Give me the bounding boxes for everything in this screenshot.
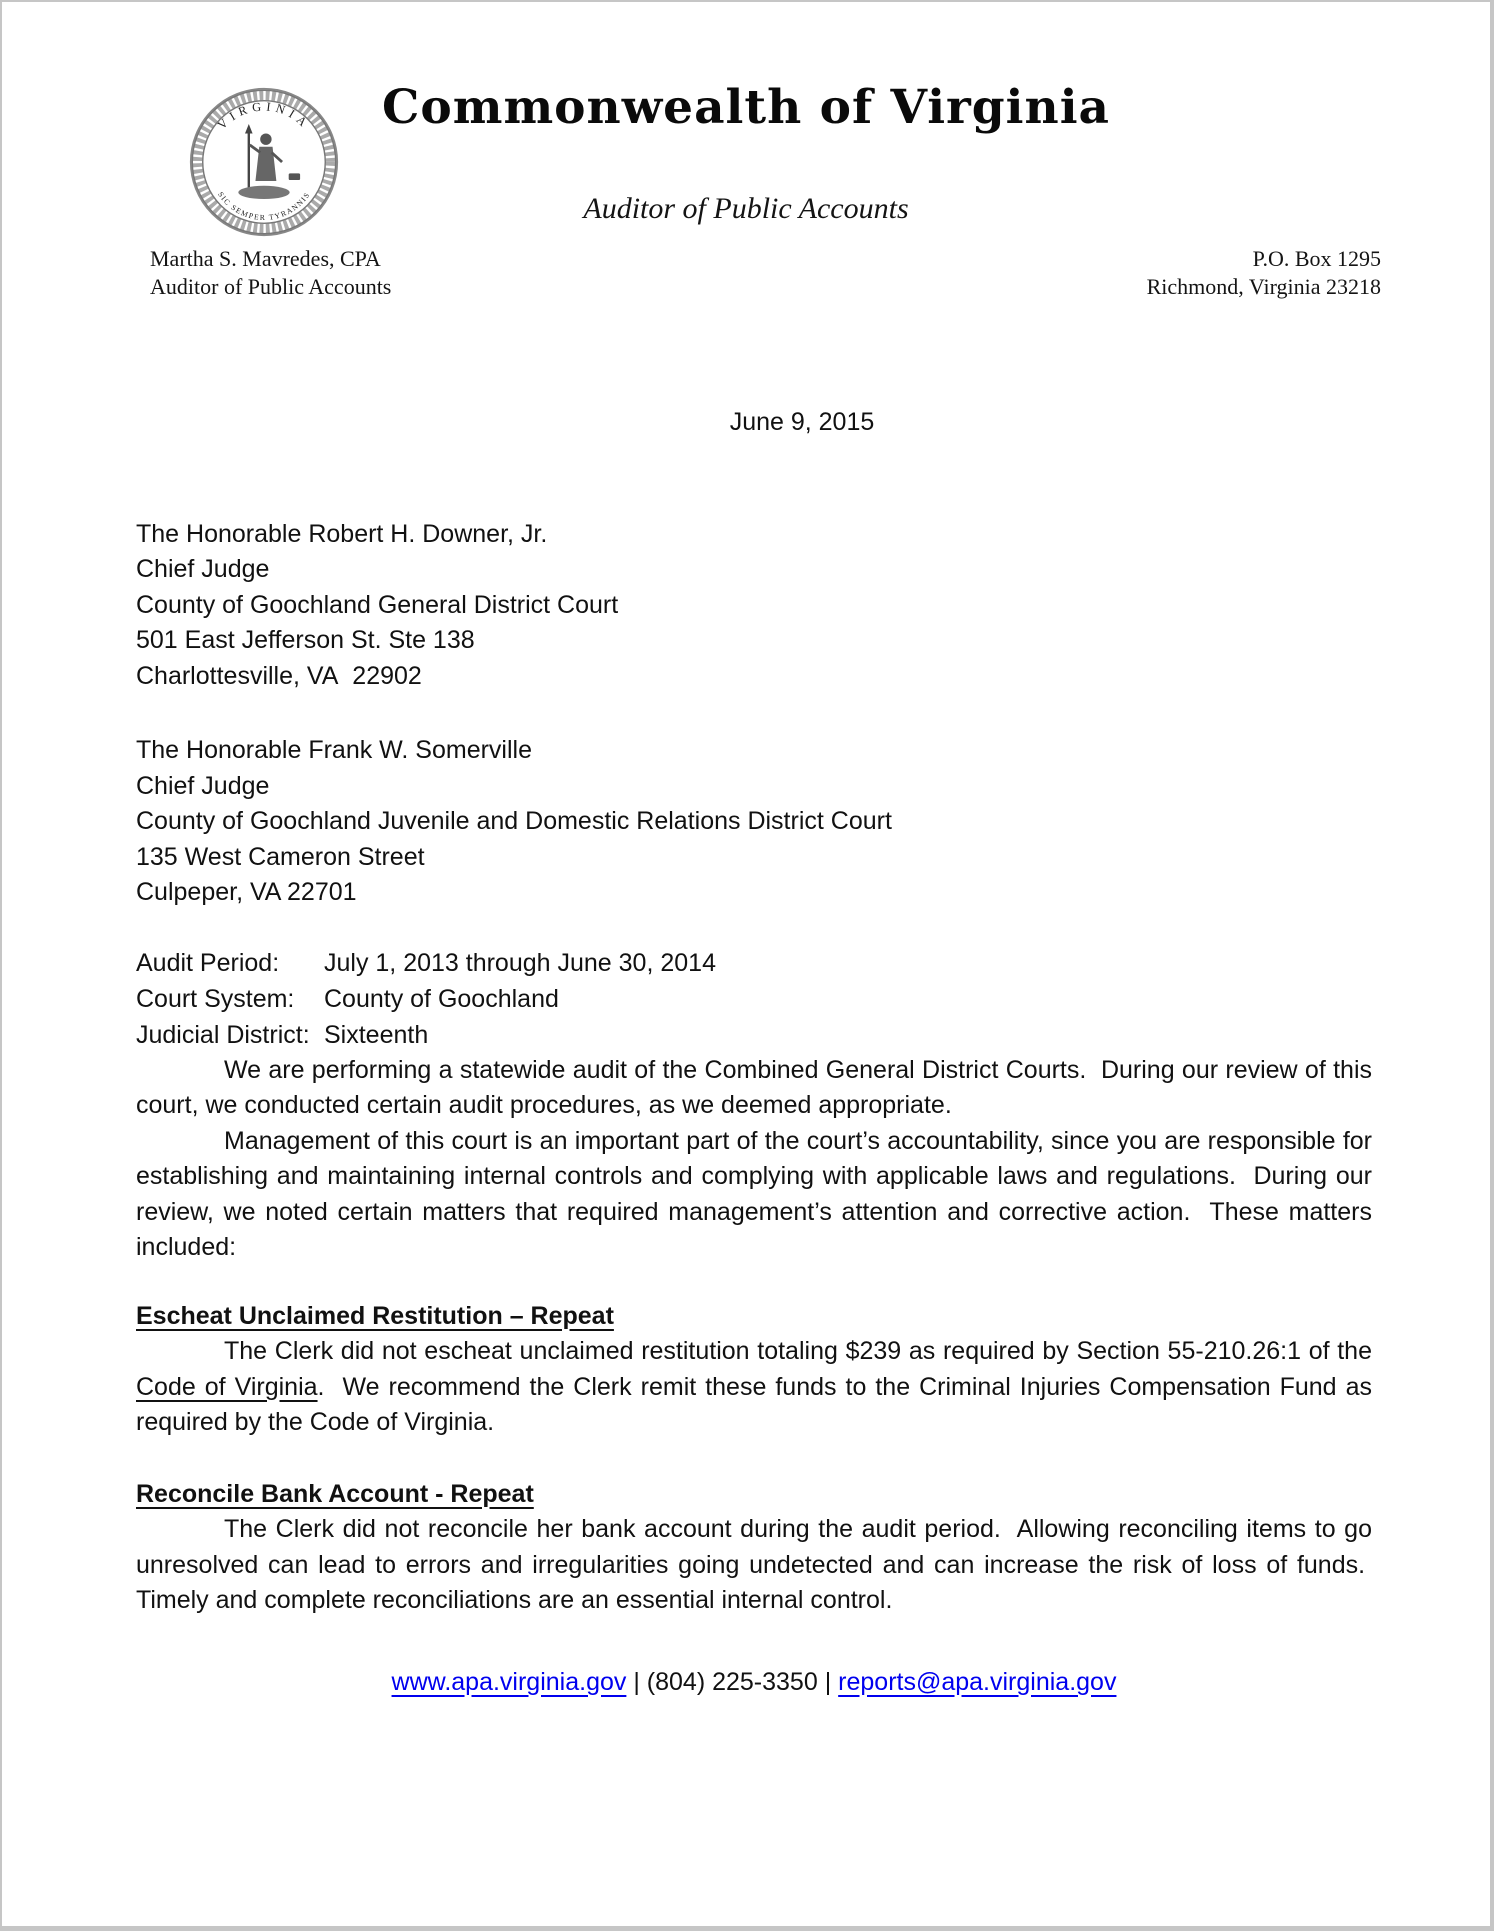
court-system-value: County of Goochland	[324, 984, 559, 1013]
recipient-court: County of Goochland General District Court	[136, 590, 619, 619]
finding-heading-escheat: Escheat Unclaimed Restitution – Repeat	[136, 1301, 614, 1330]
audit-info-table	[136, 945, 1372, 1053]
official-title: Auditor of Public Accounts	[150, 274, 392, 299]
audit-period-value: July 1, 2013 through June 30, 2014	[324, 948, 716, 977]
finding-heading-reconcile: Reconcile Bank Account - Repeat	[136, 1479, 534, 1508]
recipient-address-2	[136, 733, 1372, 911]
recipient-street: 501 East Jefferson St. Ste 138	[136, 626, 475, 654]
intro-paragraph: We are performing a statewide audit of the Combined General District Courts. During our review of this court, we conducted certain audit procedures, as we deemed appropriate.	[136, 1055, 1372, 1119]
court-system-row	[136, 981, 1372, 1017]
official-name: Martha S. Mavredes, CPA	[150, 246, 381, 271]
recipient-title: Chief Judge	[136, 771, 270, 800]
recipient-city: Culpeper, VA 22701	[136, 878, 357, 906]
code-of-virginia-reference: Code of Virginia	[136, 1372, 318, 1401]
po-box-line: P.O. Box 1295	[1252, 246, 1381, 271]
recipient-city: Charlottesville, VA 22902	[136, 661, 422, 690]
agency-name: Commonwealth of Virginia	[381, 80, 1111, 135]
seal-top-text: VIRGINIA	[214, 99, 314, 133]
recipient-street: 135 West Cameron Street	[136, 842, 425, 871]
finding-paragraph-escheat	[136, 1334, 1372, 1441]
recipient-court: County of Goochland Juvenile and Domestic Relations District Court	[136, 807, 892, 835]
recipient-title: Chief Judge	[136, 555, 270, 583]
audit-period-label: Audit Period:	[136, 948, 280, 977]
finding-paragraph-reconcile: The Clerk did not reconcile her bank account during the audit period. Allowing reconciling items to go unresolved can lead to errors and irregularities going undetected and can increase the risk of loss of funds. Timely and complete reconciliations are an essential internal control.	[136, 1515, 1372, 1614]
management-paragraph: Management of this court is an important part of the court’s accountability, since you are responsible for establishing and maintaining internal controls and complying with applicable laws and regulations. During our review, we noted certain matters that required management’s attention and corrective action. These matters included:	[136, 1126, 1372, 1261]
city-state-zip-line: Richmond, Virginia 23218	[1146, 274, 1381, 299]
contact-footer	[136, 1665, 1372, 1701]
judicial-district-value: Sixteenth	[324, 1020, 429, 1049]
footer-separator: |	[824, 1667, 832, 1696]
seal-bottom-text: SIC SEMPER TYRANNIS	[216, 190, 312, 222]
finding-text-part1: The Clerk did not escheat unclaimed restitution totaling $239 as required by Section 55-210.26:1 of the	[224, 1337, 1372, 1365]
phone-number: (804) 225-3350	[646, 1667, 818, 1696]
recipient-name: The Honorable Robert H. Downer, Jr.	[136, 519, 548, 548]
email-link[interactable]: reports@apa.virginia.gov	[838, 1667, 1117, 1696]
letter-body	[136, 2, 1372, 1700]
judicial-district-row	[136, 1017, 1372, 1053]
website-link[interactable]: www.apa.virginia.gov	[391, 1667, 627, 1696]
judicial-district-label: Judicial District:	[136, 1020, 310, 1049]
recipient-address-1	[136, 517, 1372, 695]
recipient-name: The Honorable Frank W. Somerville	[136, 736, 532, 764]
agency-subtitle: Auditor of Public Accounts	[583, 192, 909, 225]
footer-separator: |	[633, 1667, 640, 1696]
finding-text-part2: . We recommend the Clerk remit these funds to the Criminal Injuries Compensation Fund as required by the Code of Virginia.	[136, 1372, 1372, 1436]
letter-date: June 9, 2015	[729, 408, 875, 436]
audit-period-row	[136, 945, 1372, 981]
court-system-label: Court System:	[136, 984, 295, 1013]
